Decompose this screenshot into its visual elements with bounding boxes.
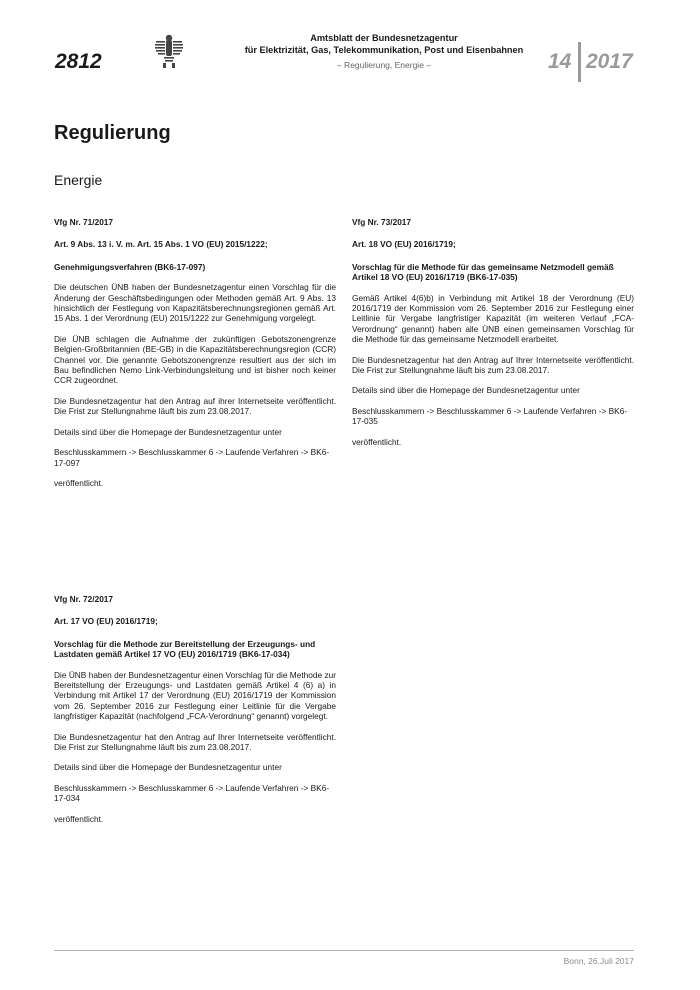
issue-divider (578, 42, 581, 82)
footer-divider (54, 950, 634, 951)
entry-article: Art. 9 Abs. 13 i. V. m. Art. 15 Abs. 1 VO (EU) 2015/1222; (54, 239, 268, 250)
entry-path: Beschlusskammern -> Beschlusskammer 6 -> Laufende Verfahren -> BK6-17-097 (54, 447, 330, 468)
entry-paragraph: veröffentlicht. (54, 477, 104, 488)
page-number: 2812 (55, 50, 102, 73)
entry-article: Art. 17 VO (EU) 2016/1719; (54, 616, 158, 627)
entry-vfg-71 (54, 217, 336, 498)
entry-paragraph: Details sind über die Homepage der Bundesnetzagentur unter (54, 426, 282, 437)
entry-paragraph: Die ÜNB schlagen die Aufnahme der zukünftigen Gebotszonengrenze Belgien-Großbritannien (BE-GB) in die Kapazitätsberechnungsregion (CCR) Channel vor. Die genannte Gebotszonengrenze resultiert aus der sich im Bau befindlichen Nemo Link-Verbindungsleitung und ist bisher noch keiner CCR zugeordnet. (54, 333, 336, 386)
entry-number: Vfg Nr. 71/2017 (54, 217, 114, 227)
entry-paragraph: Die deutschen ÜNB haben der Bundesnetzagentur einen Vorschlag für die Änderung der Geschäftsbedingungen oder Methoden gemäß Art. 9 Abs. 13 hinsichtlich der Festlegung von Kapazitätsberechnungsregionen gemäß Art. 15 Abs. 1 der Verordnung (EU) 2015/1222 zur Genehmigung vorgelegt. (54, 282, 336, 324)
entry-paragraph: Die Bundesnetzagentur hat den Antrag auf Ihrer Internetseite veröffentlicht. Die Frist zur Stellungnahme läuft bis zum 23.08.2017. (352, 354, 634, 376)
entry-paragraph: Details sind über die Homepage der Bundesnetzagentur unter (54, 762, 282, 773)
entry-number: Vfg Nr. 72/2017 (54, 594, 114, 604)
section-title: Regulierung (54, 122, 171, 144)
entry-subject: Vorschlag für die Methode für das gemeinsame Netzmodell gemäß Artikel 18 VO (EU) 2016/1719 (BK6-17-035) (352, 261, 614, 283)
entry-paragraph: Die Bundesnetzagentur hat den Antrag auf ihrer Internetseite veröffentlicht. Die Frist zur Stellungnahme läuft bis zum 23.08.2017. (54, 395, 336, 417)
entry-paragraph: Die Bundesnetzagentur hat den Antrag auf Ihrer Internetseite veröffentlicht. Die Frist zur Stellungnahme läuft bis zum 23.08.2017. (54, 731, 336, 753)
issue-number: 14 (548, 50, 572, 73)
gazette-title-line2: für Elektrizität, Gas, Telekommunikation, Post und Eisenbahnen (244, 44, 524, 55)
entry-number: Vfg Nr. 73/2017 (352, 217, 412, 227)
entry-subject: Vorschlag für die Methode zur Bereitstellung der Erzeugungs- und Lastdaten gemäß Artikel 17 VO (EU) 2016/1719 (BK6-17-034) (54, 638, 316, 660)
federal-eagle-icon (152, 32, 186, 70)
entry-paragraph: Details sind über die Homepage der Bundesnetzagentur unter (352, 385, 580, 396)
entry-paragraph: Gemäß Artikel 4(6)b) in Verbindung mit Artikel 18 der Verordnung (EU) 2016/1719 der Kommission vom 26. September 2016 zur Festlegung einer Leitlinie für Vergabe langfristiger Kapazität (im weiteren Verlauf „FCA-Verordnung“ genannt) haben alle ÜNB einen gemeinsamen Vorschlag für die Methode für das gemeinsame Netzmodell erarbeitet. (352, 292, 634, 345)
section-subtitle: Energie (54, 172, 103, 188)
entry-path: Beschlusskammern -> Beschlusskammer 6 -> Laufende Verfahren -> BK6-17-035 (352, 405, 628, 427)
entry-vfg-72 (54, 594, 336, 834)
entry-paragraph: Die ÜNB haben der Bundesnetzagentur einen Vorschlag für die Methode zur Bereitstellung der Erzeugungs- und Lastdaten gemäß Artikel 4 (6) a) in Verbindung mit Artikel 17 der Verordnung (EU) 2016/1719 der Kommission vom 26. September 2016 zur Festlegung einer Leitlinie für die Vergabe langfristiger Kapazität (nachfolgend „FCA-Verordnung“ genannt) vorgelegt. (54, 669, 336, 722)
issue-year: 2017 (586, 50, 633, 73)
footer-place-date: Bonn, 26.Juli 2017 (563, 956, 634, 966)
gazette-subtitle: – Regulierung, Energie – (336, 60, 432, 70)
entry-path: Beschlusskammern -> Beschlusskammer 6 -> Laufende Verfahren -> BK6-17-034 (54, 782, 330, 804)
entry-paragraph: veröffentlicht. (352, 436, 402, 447)
entry-paragraph: veröffentlicht. (54, 813, 104, 824)
gazette-title-line1: Amtsblatt der Bundesnetzagentur (310, 33, 458, 43)
entry-article: Art. 18 VO (EU) 2016/1719; (352, 239, 456, 250)
page-header (0, 0, 700, 90)
entry-vfg-73 (352, 217, 634, 457)
entry-subject: Genehmigungsverfahren (BK6-17-097) (54, 261, 206, 272)
gazette-title (224, 33, 544, 56)
